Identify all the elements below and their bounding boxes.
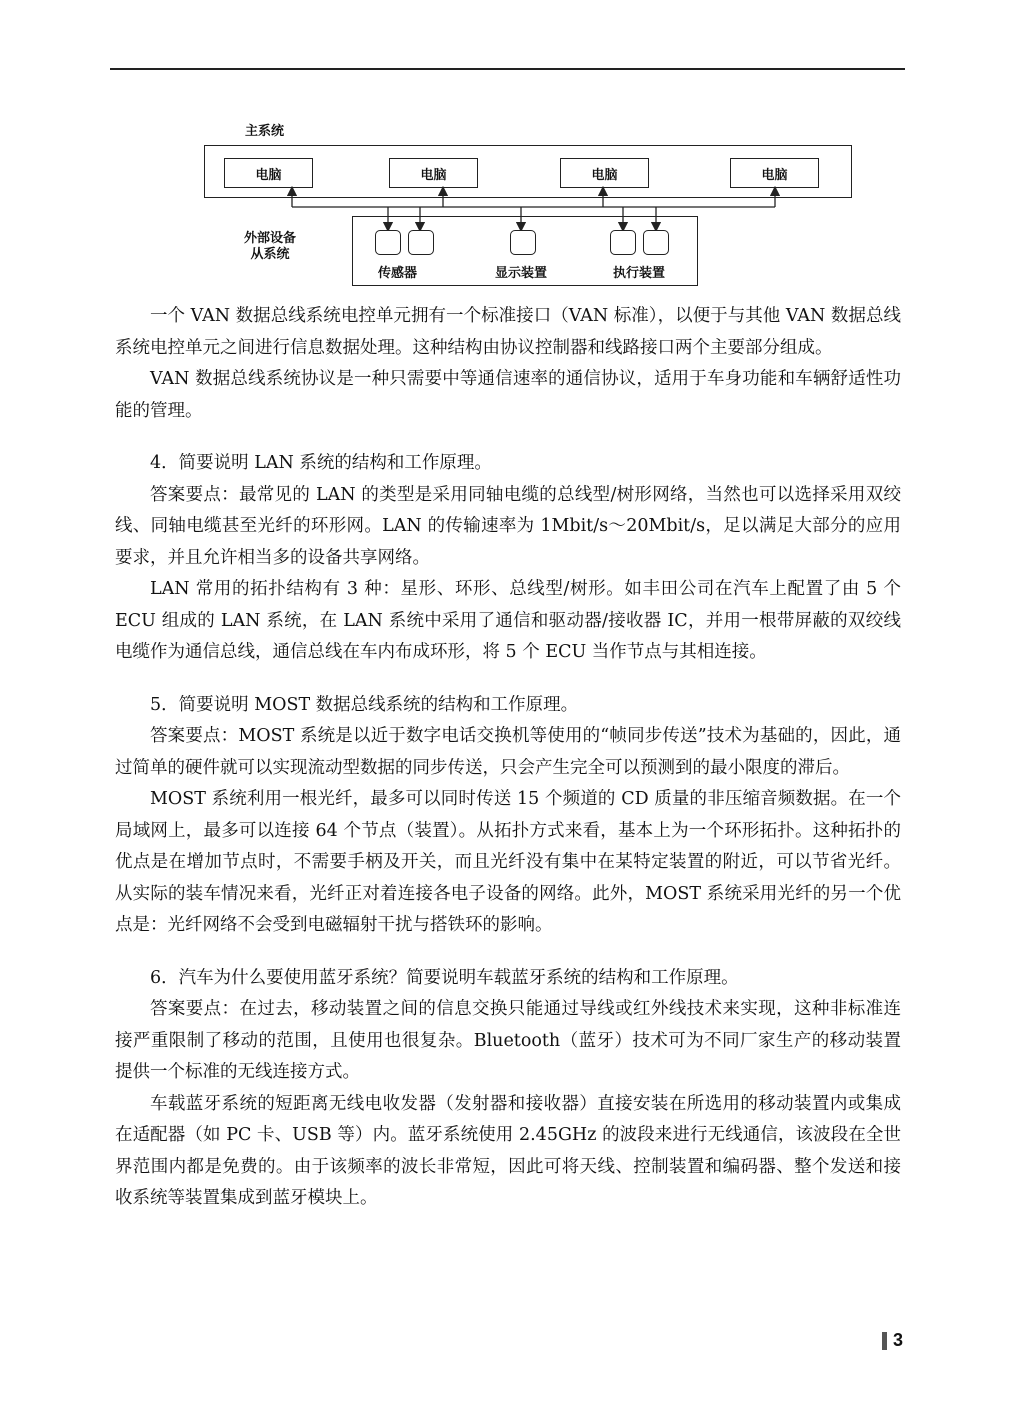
paragraph: LAN 常用的拓扑结构有 3 种：星形、环形、总线型/树形。如丰田公司在汽车上配置了由 5 个 ECU 组成的 LAN 系统，在 LAN 系统中采用了通信和驱动器/接收器 IC，并用一根带屏蔽的双绞线电缆作为通信总线，通信总线在车内布成环形，将 5 个 ECU 当作节点与其相连接。 bbox=[115, 579, 901, 662]
computer-box: 电脑 bbox=[560, 158, 649, 188]
slave-label-line2: 从系统 bbox=[250, 247, 290, 262]
paragraph: VAN 数据总线系统协议是一种只需要中等通信速率的通信协议，适用于车身功能和车辆舒适性功能的管理。 bbox=[115, 369, 901, 421]
main-system-label: 主系统 bbox=[245, 124, 285, 139]
slave-system-label bbox=[240, 231, 300, 263]
question-heading: 5．简要说明 MOST 数据总线系统的结构和工作原理。 bbox=[150, 694, 579, 715]
display-label: 显示装置 bbox=[495, 266, 548, 281]
page-number bbox=[882, 1330, 903, 1351]
computer-box: 电脑 bbox=[224, 158, 313, 188]
paragraph: MOST 系统利用一根光纤，最多可以同时传送 15 个频道的 CD 质量的非压缩音频数据。在一个局域网上，最多可以连接 64 个节点（装置）。从拓扑方式来看，基本上为一个环形拓扑。这种拓扑的优点是在增加节点时，不需要手柄及开关，而且光纤没有集中在某特定装置的附近，可以节省光纤。从实际的装车情况来看，光纤正对着连接各电子设备的网络。此外，MOST 系统采用光纤的另一个优点是：光纤网络不会受到电磁辐射干扰与搭铁环的影响。 bbox=[115, 789, 901, 935]
computer-box: 电脑 bbox=[730, 158, 819, 188]
paragraph: 答案要点：MOST 系统是以近于数字电话交换机等使用的“帧同步传送”技术为基础的，因此，通过简单的硬件就可以实现流动型数据的同步传送，只会产生完全可以预测到的最小限度的滞后。 bbox=[115, 726, 901, 778]
actuator-device bbox=[610, 230, 636, 255]
page-number-value: 3 bbox=[892, 1330, 903, 1350]
question-heading: 6．汽车为什么要使用蓝牙系统？简要说明车载蓝牙系统的结构和工作原理。 bbox=[150, 967, 739, 988]
van-bus-diagram bbox=[0, 0, 1015, 300]
paragraph: 答案要点：最常见的 LAN 的类型是采用同轴电缆的总线型/树形网络，当然也可以选择采用双绞线、同轴电缆甚至光纤的环形网。LAN 的传输速率为 1Mbit/s～20Mbit/s，足以满足大部分的应用要求，并且允许相当多的设备共享网络。 bbox=[115, 484, 901, 568]
paragraph: 车载蓝牙系统的短距离无线电收发器（发射器和接收器）直接安装在所选用的移动装置内或集成在适配器（如 PC 卡、USB 等）内。蓝牙系统使用 2.45GHz 的波段来进行无线通信，该波段在全世界范围内都是免费的。由于该频率的波长非常短，因此可将天线、控制装置和编码器、整个发送和接收系统等装置集成到蓝牙模块上。 bbox=[115, 1093, 901, 1208]
question-heading: 4．简要说明 LAN 系统的结构和工作原理。 bbox=[150, 453, 492, 473]
slave-label-line1: 外部设备 bbox=[243, 231, 296, 246]
actuator-label: 执行装置 bbox=[613, 266, 666, 281]
computer-box: 电脑 bbox=[389, 158, 478, 188]
body-text bbox=[115, 301, 901, 1215]
display-device bbox=[510, 230, 536, 255]
sensor-device bbox=[408, 230, 434, 255]
actuator-device bbox=[643, 230, 669, 255]
page-number-bar bbox=[882, 1332, 887, 1350]
paragraph: 一个 VAN 数据总线系统电控单元拥有一个标准接口（VAN 标准），以便于与其他 VAN 数据总线系统电控单元之间进行信息数据处理。这种结构由协议控制器和线路接口两个主要部分组成。 bbox=[115, 306, 901, 358]
paragraph: 答案要点：在过去，移动装置之间的信息交换只能通过导线或红外线技术来实现，这种非标准连接严重限制了移动的范围，且使用也很复杂。Bluetooth（蓝牙）技术可为不同厂家生产的移动装置提供一个标准的无线连接方式。 bbox=[115, 999, 901, 1082]
sensor-device bbox=[375, 230, 401, 255]
sensor-label: 传感器 bbox=[378, 266, 418, 281]
